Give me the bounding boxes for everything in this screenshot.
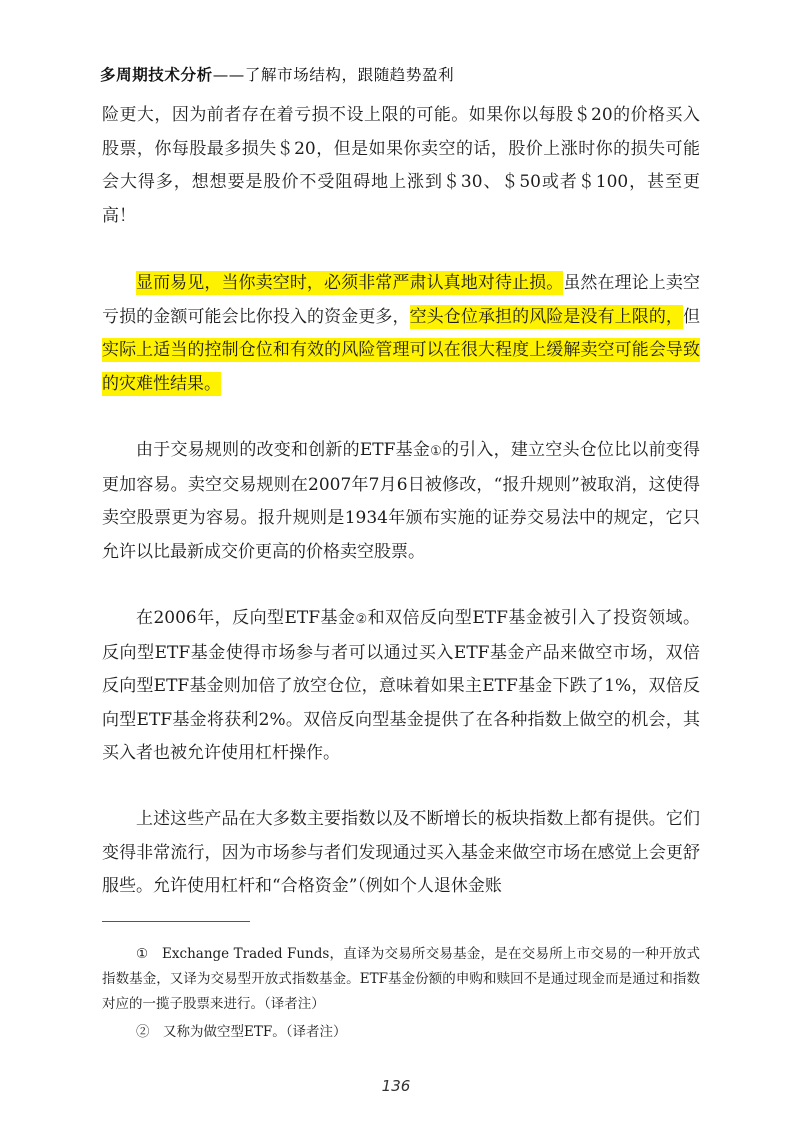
highlight-2: 空头仓位承担的风险是没有上限的，	[409, 306, 684, 327]
running-header	[100, 63, 454, 85]
paragraph-2	[102, 267, 700, 401]
paragraph-3-text-a: 由于交易规则的改变和创新的ETF基金	[136, 440, 431, 460]
paragraph-5: 上述这些产品在大多数主要指数以及不断增长的板块指数上都有提供。它们变得非常流行，因为市场参与者们发现通过买入基金来做空市场在感觉上会更舒服些。允许使用杠杆和“合格资金”（例如个人退休金账	[102, 809, 700, 896]
paragraph-3-text-b: 的引入，建立空头仓位比以前变得更加容易。卖空交易规则在2007年7月6日被修改，“报升规则”被取消，这使得卖空股票更为容易。报升规则是1934年颁布实施的证券交易法中的规定，它只允许以比最新成交价更高的价格卖空股票。	[102, 440, 701, 562]
footnote-divider	[102, 921, 250, 922]
paragraph-4-text-b: 和双倍反向型ETF基金被引入了投资领域。反向型ETF基金使得市场参与者可以通过买入ETF基金产品来做空市场，双倍反向型ETF基金则加倍了放空仓位，意味着如果主ETF基金下跌了1%，双倍反向型ETF基金将获利2%。双倍反向型基金提供了在各种指数上做空的机会，其买入者也被允许使用杠杆操作。	[102, 608, 701, 763]
paragraph-4-text-a: 在2006年，反向型ETF基金	[136, 608, 356, 628]
footnote-1: ① Exchange Traded Funds，直译为交易所交易基金，是在交易所上市交易的一种开放式指数基金，又译为交易型开放式指数基金。ETF基金份额的申购和赎回不是通过现金而是通过和指数对应的一揽子股票来进行。（译者注）	[102, 946, 700, 1012]
footnote-ref-2[interactable]: ②	[355, 612, 368, 627]
book-subtitle: ——了解市场结构，跟随趋势盈利	[212, 66, 455, 84]
paragraph-2-text-1: 虽然在理论上卖空亏损的金额可能会比你投入的资金更多，	[102, 273, 700, 327]
paragraph-3	[102, 434, 700, 569]
paragraph-4	[102, 602, 700, 771]
highlight-3: 实际上适当的控制仓位和有效的风险管理可以在很大程度上缓解卖空可能会导致的灾难性结果。	[102, 340, 700, 394]
footnote-2: ② 又称为做空型ETF。（译者注）	[136, 1024, 347, 1040]
paragraph-2-text-2: 但	[683, 306, 701, 327]
highlight-1: 显而易见，当你卖空时，必须非常严肃认真地对待止损。	[136, 273, 564, 293]
page-number: 136	[381, 1077, 411, 1095]
book-title: 多周期技术分析	[100, 66, 213, 84]
footnote-ref-1[interactable]: ①	[430, 444, 442, 459]
paragraph-1: 险更大，因为前者存在着亏损不设上限的可能。如果你以每股＄20的价格买入股票，你每股最多损失＄20，但是如果你卖空的话，股价上涨时你的损失可能会大得多，想想要是股价不受阻碍地上涨到＄30、＄50或者＄100，甚至更高！	[102, 105, 700, 226]
